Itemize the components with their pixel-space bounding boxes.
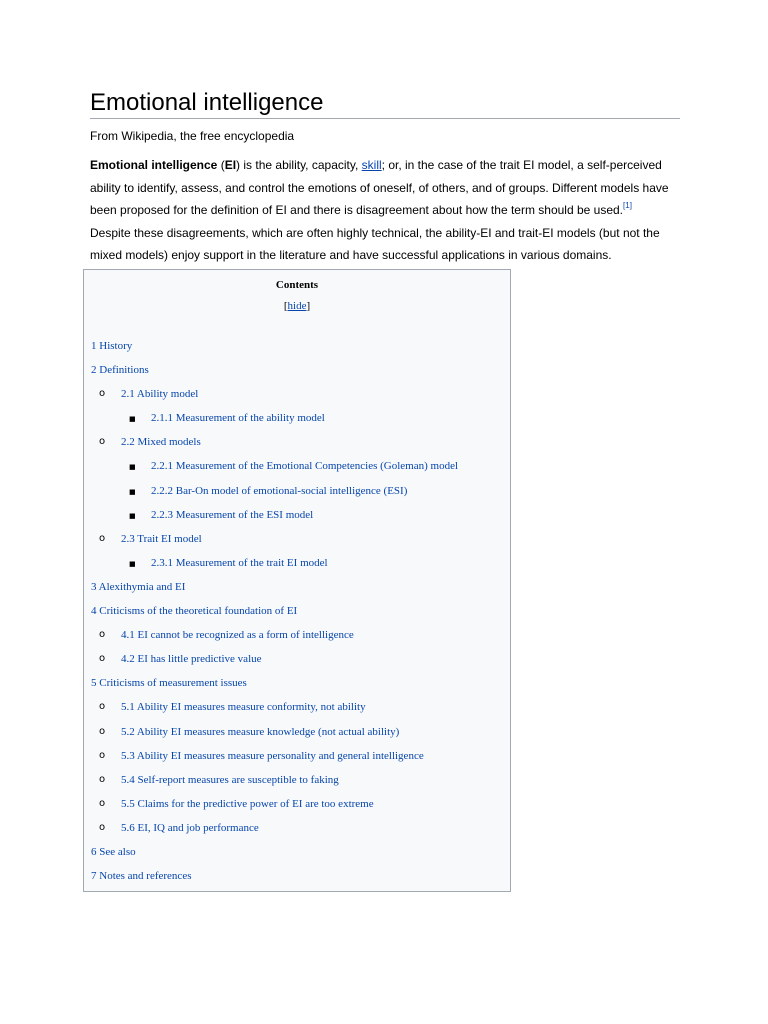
reference-link[interactable]: [1] (623, 201, 632, 210)
lead-text-1: ) is the ability, capacity, (236, 158, 362, 172)
site-tagline: From Wikipedia, the free encyclopedia (90, 129, 295, 143)
toc-item (84, 868, 510, 892)
toc-item (84, 651, 510, 675)
circle-bullet-icon: o (99, 725, 106, 737)
toc-link[interactable]: 2.2 Mixed models (121, 436, 201, 449)
toc-item (84, 844, 510, 868)
toc-link[interactable]: 2.3.1 Measurement of the trait EI model (151, 556, 328, 569)
toc-link[interactable]: 4 Criticisms of the theoretical foundation of EI (91, 605, 298, 618)
toc-hide-link[interactable]: hide (287, 300, 307, 312)
article-content (90, 88, 680, 267)
toc-item (84, 820, 510, 844)
toc-item (84, 675, 510, 699)
page-title: Emotional intelligence (90, 88, 680, 119)
lead-abbr: EI (224, 158, 237, 172)
toc-link[interactable]: 2.2.1 Measurement of the Emotional Competencies (Goleman) model (151, 460, 459, 473)
toc-link[interactable]: 5 Criticisms of measurement issues (91, 677, 247, 690)
toc-title: Contents (275, 279, 319, 291)
toc-link[interactable]: 4.1 EI cannot be recognized as a form of intelligence (121, 629, 354, 642)
toc-link[interactable]: 5.6 EI, IQ and job performance (121, 821, 259, 834)
toc-link[interactable]: 3 Alexithymia and EI (91, 580, 186, 593)
toc-link[interactable]: 5.3 Ability EI measures measure personality and general intelligence (121, 749, 424, 762)
toc-bracket-close: ] (306, 300, 311, 312)
toc-item (84, 603, 510, 627)
square-bullet-icon: ■ (129, 559, 136, 568)
toc-item (84, 772, 510, 796)
circle-bullet-icon: o (99, 436, 106, 448)
toc-link[interactable]: 6 See also (91, 845, 136, 858)
toc-item (84, 386, 510, 410)
toc-item (84, 531, 510, 555)
toc-link[interactable]: 2.3 Trait EI model (121, 532, 202, 545)
circle-bullet-icon: o (99, 797, 106, 809)
circle-bullet-icon: o (99, 773, 106, 785)
toc-link[interactable]: 5.2 Ability EI measures measure knowledge (not actual ability) (121, 725, 400, 738)
toc-link[interactable]: 2 Definitions (91, 364, 149, 377)
toc-link[interactable]: 7 Notes and references (91, 870, 192, 883)
toc-toggle (84, 300, 510, 312)
skill-link[interactable]: skill (361, 158, 382, 172)
toc-link[interactable]: 2.1.1 Measurement of the ability model (151, 412, 325, 425)
square-bullet-icon: ■ (129, 487, 136, 496)
toc-list (84, 338, 510, 892)
toc-link[interactable]: 2.2.3 Measurement of the ESI model (151, 508, 314, 521)
toc-bracket-open: [ (283, 300, 288, 312)
toc-item (84, 410, 510, 434)
toc-item (84, 434, 510, 458)
table-of-contents (83, 269, 511, 892)
square-bullet-icon: ■ (129, 511, 136, 520)
reference-marker (623, 201, 632, 210)
lead-text-2: ; or, in the case of the trait EI model, a self-perceived ability to identify, assess, and control the emotions of oneself, of others, and of groups. Different models have been proposed for the definition of EI and there is disagreement about how the term should be used. (90, 158, 669, 217)
square-bullet-icon: ■ (129, 415, 136, 424)
toc-link[interactable]: 5.1 Ability EI measures measure conformity, not ability (121, 701, 366, 714)
lead-paren-open: ( (217, 158, 225, 172)
toc-item (84, 796, 510, 820)
toc-item (84, 483, 510, 507)
toc-item (84, 458, 510, 482)
lead-term: Emotional intelligence (90, 158, 218, 172)
lead-text-3: Despite these disagreements, which are often highly technical, the ability-EI and trait-EI models (but not the mixed models) enjoy support in the literature and have successful applications in various domains. (90, 225, 660, 262)
toc-link[interactable]: 4.2 EI has little predictive value (121, 653, 262, 666)
circle-bullet-icon: o (99, 388, 106, 400)
lead-paragraph (90, 154, 670, 267)
toc-item (84, 699, 510, 723)
toc-item (84, 748, 510, 772)
toc-link[interactable]: 2.2.2 Bar-On model of emotional-social intelligence (ESI) (151, 484, 408, 497)
circle-bullet-icon: o (99, 701, 106, 713)
toc-item (84, 362, 510, 386)
toc-item (84, 579, 510, 603)
toc-item (84, 507, 510, 531)
circle-bullet-icon: o (99, 821, 106, 833)
toc-item (84, 555, 510, 579)
toc-item (84, 338, 510, 362)
circle-bullet-icon: o (99, 749, 106, 761)
toc-item (84, 627, 510, 651)
toc-link[interactable]: 2.1 Ability model (121, 388, 199, 401)
toc-link[interactable]: 5.5 Claims for the predictive power of EI are too extreme (121, 797, 374, 810)
toc-item (84, 724, 510, 748)
square-bullet-icon: ■ (129, 463, 136, 472)
circle-bullet-icon: o (99, 532, 106, 544)
circle-bullet-icon: o (99, 629, 106, 641)
circle-bullet-icon: o (99, 653, 106, 665)
toc-link[interactable]: 1 History (91, 340, 133, 352)
toc-link[interactable]: 5.4 Self-report measures are susceptible to faking (121, 773, 339, 786)
